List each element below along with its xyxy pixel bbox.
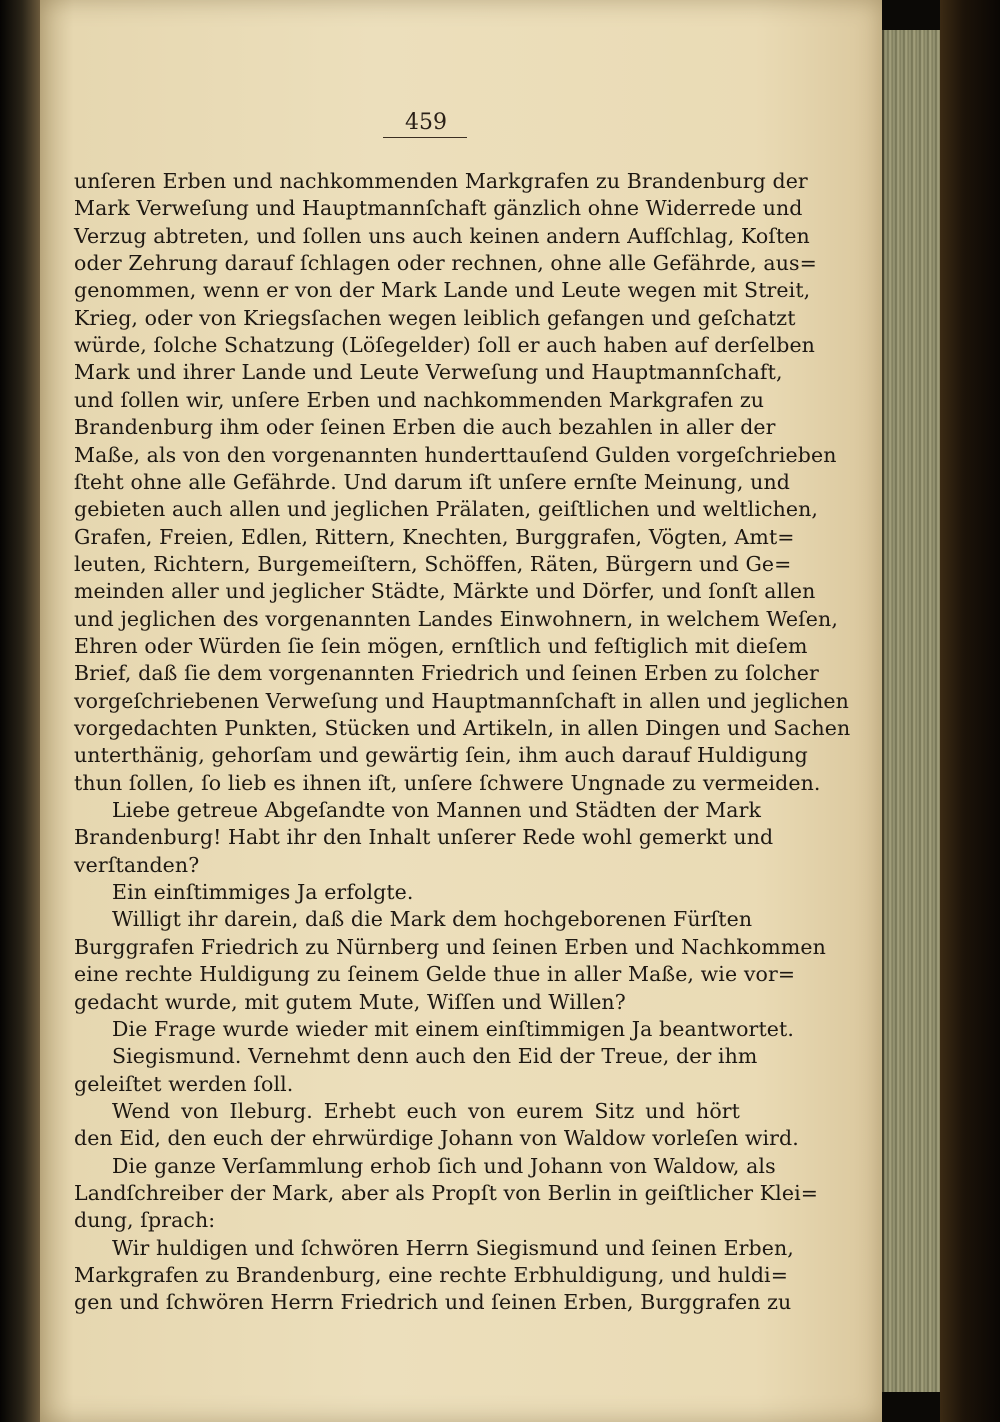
text-line: unterthänig, gehorſam und gewärtig ſein, ihm auch darauf Huldigung: [74, 743, 808, 768]
text-line: Markgrafen zu Brandenburg, eine rechte Erbhuldigung, und huldi=: [74, 1263, 788, 1287]
text-line: genommen, wenn er von der Mark Lande und Leute wegen mit Streit,: [74, 278, 811, 303]
text-line: Die ganze Verſammlung erhob ſich und Johann von Waldow, als: [112, 1153, 776, 1178]
text-line: Mark Verweſung und Hauptmannſchaft gänzlich ohne Widerrede und: [74, 196, 803, 221]
text-line: den Eid, den euch der ehrwürdige Johann von Waldow vorleſen wird.: [74, 1126, 799, 1151]
text-line: und jeglichen des vorgenannten Landes Einwohnern, in welchem Weſen,: [74, 606, 838, 631]
text-line: Brandenburg ihm oder ſeinen Erben die auch bezahlen in aller der: [74, 415, 776, 440]
page-number-rule: [383, 137, 467, 138]
book-cover: [940, 0, 1000, 1422]
text-line: würde, ſolche Schatzung (Löſegelder) ſoll er auch haben auf derſelben: [74, 333, 815, 358]
text-line: Wir huldigen und ſchwören Herrn Siegismund und ſeinen Erben,: [112, 1235, 794, 1260]
text-line: Brandenburg! Habt ihr den Inhalt unſerer Rede wohl gemerkt und: [74, 825, 774, 850]
text-line: Brief, daß ſie dem vorgenannten Friedrich und ſeinen Erben zu ſolcher: [74, 661, 819, 686]
text-line: eine rechte Huldigung zu ſeinem Gelde thue in aller Maße, wie vor=: [74, 962, 796, 987]
text-line: Grafen, Freien, Edlen, Rittern, Knechten, Burggrafen, Vögten, Amt=: [74, 524, 795, 549]
text-line: gen und ſchwören Herrn Friedrich und ſeinen Erben, Burggrafen zu: [74, 1290, 792, 1315]
text-line: Landſchreiber der Mark, aber als Propſt von Berlin in geiſtlicher Klei=: [74, 1180, 818, 1205]
text-line: leuten, Richtern, Burgemeiſtern, Schöffen, Räten, Bürgern und Ge=: [74, 551, 792, 576]
text-line: Ein einſtimmiges Ja erfolgte.: [112, 880, 414, 905]
text-line: meinden aller und jeglicher Städte, Märkte und Dörfer, und ſonſt allen: [74, 579, 816, 604]
page-number: 459: [405, 110, 447, 135]
text-line: vorgeſchriebenen Verweſung und Hauptmannſchaft in allen und jeglichen: [74, 688, 849, 713]
text-line: Willigt ihr darein, daß die Mark dem hochgeborenen Fürſten: [112, 907, 753, 932]
text-line: oder Zehrung darauf ſchlagen oder rechnen, ohne alle Gefährde, aus=: [74, 251, 817, 276]
page-edges: [882, 30, 942, 1392]
text-line: thun ſollen, ſo lieb es ihnen iſt, unſere ſchwere Ungnade zu vermeiden.: [74, 770, 821, 795]
text-line: Ehren oder Würden ſie ſein mögen, ernſtlich und feſtiglich mit dieſem: [74, 633, 808, 658]
text-line: gebieten auch allen und jeglichen Prälaten, geiſtlichen und weltlichen,: [74, 497, 819, 522]
text-line: Krieg, oder von Kriegsſachen wegen leiblich gefangen und geſchatzt: [74, 305, 796, 330]
text-line: Mark und ihrer Lande und Leute Verweſung und Hauptmannſchaft,: [74, 360, 783, 385]
book-gutter: [0, 0, 40, 1422]
text-line: vorgedachten Punkten, Stücken und Artikeln, in allen Dingen und Sachen: [74, 716, 851, 740]
text-line: verſtanden?: [74, 852, 200, 877]
text-line: unſeren Erben und nachkommenden Markgrafen zu Brandenburg der: [74, 169, 808, 193]
text-line: Die Frage wurde wieder mit einem einſtimmigen Ja beantwortet.: [112, 1016, 794, 1041]
text-line: Wend von Ileburg. Erhebt euch von eurem Sitz und hört: [112, 1098, 740, 1123]
text-line: geleiſtet werden ſoll.: [74, 1071, 294, 1096]
text-line: Burggrafen Friedrich zu Nürnberg und ſeinen Erben und Nachkommen: [74, 934, 826, 959]
text-line: Liebe getreue Abgeſandte von Mannen und Städten der Mark: [112, 798, 762, 823]
text-line: dung, ſprach:: [74, 1208, 216, 1233]
text-line: ſteht ohne alle Gefährde. Und darum iſt unſere ernſte Meinung, und: [74, 469, 790, 494]
text-line: Siegismund. Vernehmt denn auch den Eid der Treue, der ihm: [112, 1044, 758, 1069]
text-line: Maße, als von den vorgenannten hunderttauſend Gulden vorgeſchrieben: [74, 442, 837, 467]
text-line: Verzug abtreten, und ſollen uns auch keinen andern Aufſchlag, Koſten: [74, 223, 810, 248]
text-line: gedacht wurde, mit gutem Mute, Wiſſen und Willen?: [74, 989, 626, 1014]
text-line: und ſollen wir, unſere Erben und nachkommenden Markgrafen zu: [74, 387, 765, 412]
